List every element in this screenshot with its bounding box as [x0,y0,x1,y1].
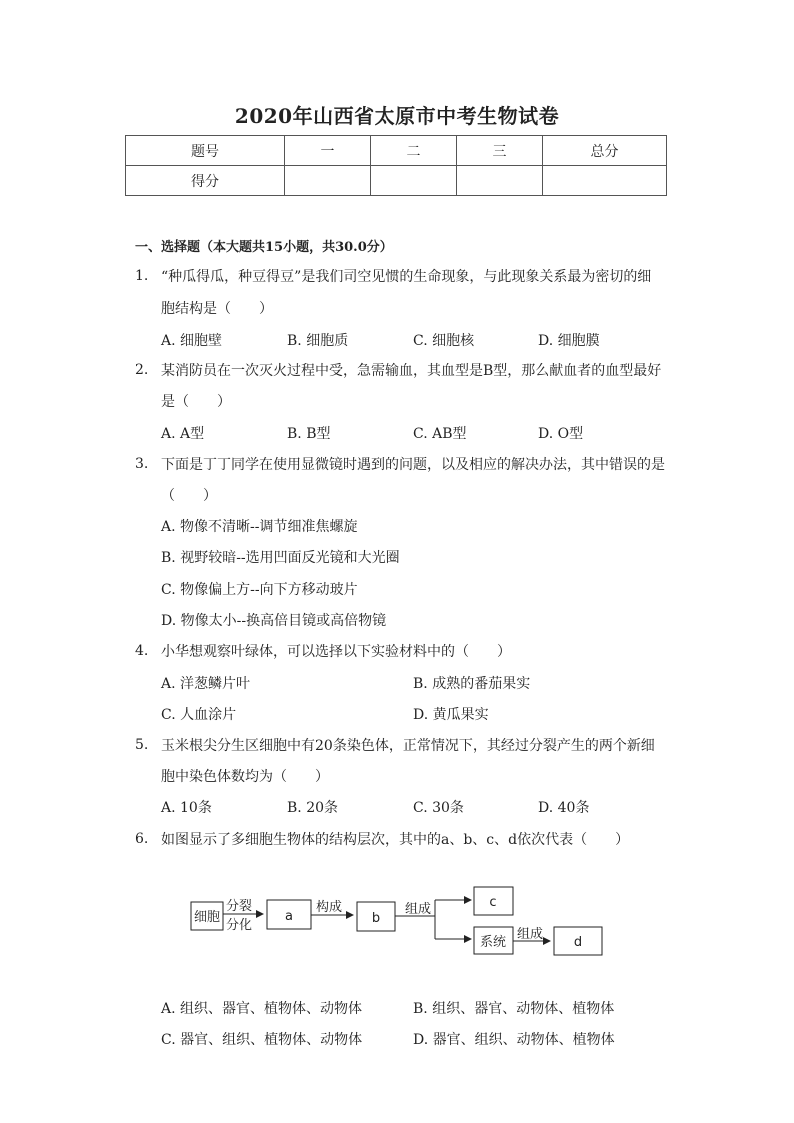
question-text: 是（ ） [161,394,231,410]
score-table-header-row [126,136,667,166]
option-c: C. 物像偏上方--向下方移动玻片 [161,582,358,598]
score-row-label: 得分 [126,166,285,196]
question-text: “种瓜得瓜，种豆得豆”是我们司空见惯的生命现象，与此现象关系最为密切的细 [161,269,652,285]
question-number: 6. [135,831,149,847]
d-label: d [573,935,583,950]
option-b: B. 组织、器官、动物体、植物体 [413,1001,615,1017]
question-text: 下面是丁丁同学在使用显微镜时遇到的问题，以及相应的解决办法，其中错误的是 [161,457,665,473]
exam-title: 2020年山西省太原市中考生物试卷 [234,104,560,128]
score-header-cell: 一 [285,136,371,166]
option-b: B. B型 [287,426,331,442]
question-text: （ ） [161,488,217,504]
question-number: 2. [135,362,149,378]
option-a: A. 组织、器官、植物体、动物体 [161,1001,363,1017]
option-c: C. AB型 [413,426,467,442]
question-number: 4. [135,643,149,659]
system-label: 系统 [479,935,507,950]
score-table-score-row [126,166,667,196]
option-c: C. 30条 [413,800,464,816]
question-number: 1. [135,268,149,284]
option-d: D. 器官、组织、动物体、植物体 [413,1032,615,1048]
option-b: B. 视野较暗--选用凹面反光镜和大光圈 [161,550,400,566]
option-d: D. 物像太小--换高倍目镜或高倍物镜 [161,613,387,629]
score-table [125,135,667,196]
option-a: A. 洋葱鳞片叶 [161,676,251,692]
section-heading: 一、选择题（本大题共15小题，共30.0分） [135,240,393,255]
option-b: B. 成熟的番茄果实 [413,676,531,692]
option-a: A. 物像不清晰--调节细准焦螺旋 [161,519,358,535]
option-c: C. 人血涂片 [161,707,237,723]
a-label: a [285,909,293,924]
compose-label-1: 构成 [315,900,343,915]
differentiate-label: 分化 [225,918,253,933]
option-c: C. 细胞核 [413,333,475,349]
option-b: B. 20条 [287,800,339,816]
question-text: 某消防员在一次灭火过程中受，急需输血，其血型是B型，那么献血者的血型最好 [161,363,662,379]
b-label: b [371,911,381,926]
cell-label: 细胞 [193,910,221,925]
question-text: 胞结构是（ ） [161,301,273,317]
question-number: 5. [135,737,149,753]
compose-label-3: 组成 [516,927,544,942]
option-b: B. 细胞质 [287,333,349,349]
option-a: A. 10条 [161,800,212,816]
score-cell [285,166,371,196]
question-number: 3. [135,456,149,472]
compose-label-2: 组成 [404,902,432,917]
option-d: D. 40条 [538,800,590,816]
score-cell [371,166,457,196]
option-a: A. 细胞壁 [161,333,223,349]
c-label: c [489,895,497,910]
question-text: 如图显示了多细胞生物体的结构层次，其中的a、b、c、d依次代表（ ） [161,832,630,848]
structure-level-diagram [185,880,615,965]
option-d: D. O型 [538,426,584,442]
option-c: C. 器官、组织、植物体、动物体 [161,1032,363,1048]
option-d: D. 黄瓜果实 [413,707,489,723]
split-label: 分裂 [225,899,253,914]
question-text: 胞中染色体数均为（ ） [161,769,329,785]
question-text: 玉米根尖分生区细胞中有20条染色体，正常情况下，其经过分裂产生的两个新细 [161,738,655,754]
option-a: A. A型 [161,426,205,442]
option-d: D. 细胞膜 [538,333,600,349]
score-header-cell: 总分 [543,136,667,166]
question-text: 小华想观察叶绿体，可以选择以下实验材料中的（ ） [161,644,511,660]
score-header-cell: 二 [371,136,457,166]
score-header-cell: 三 [457,136,543,166]
score-header-cell: 题号 [126,136,285,166]
score-cell [457,166,543,196]
score-cell [543,166,667,196]
